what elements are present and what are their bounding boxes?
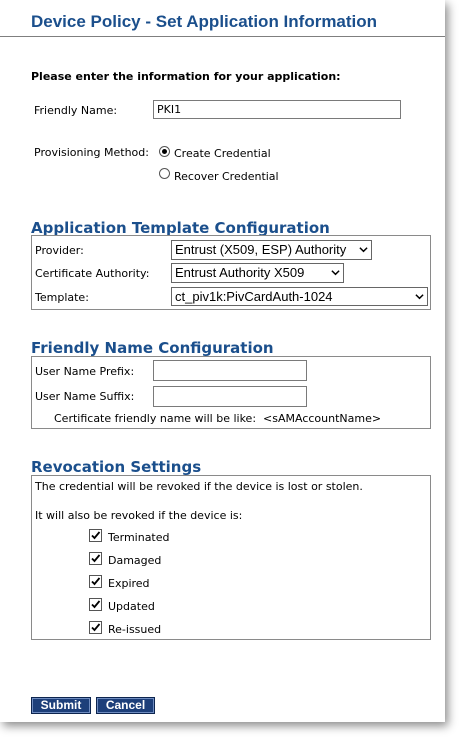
provider-label: Provider: [35,244,84,257]
chevron-down-icon [415,292,424,301]
damaged-checkbox[interactable] [89,552,102,565]
create-credential-label[interactable]: Create Credential [174,147,271,160]
friendly-name-label: Friendly Name: [34,104,118,117]
revocation-info-text: The credential will be revoked if the device is lost or stolen. [35,480,363,493]
checkmark-icon [90,622,101,633]
checkmark-icon [90,576,101,587]
template-config-heading: Application Template Configuration [31,219,330,237]
updated-label[interactable]: Updated [108,600,155,613]
user-name-suffix-label: User Name Suffix: [35,390,135,403]
revocation-condition-text: It will also be revoked if the device is: [35,509,243,522]
checkmark-icon [90,530,101,541]
chevron-down-icon [331,268,340,277]
friendly-name-config-heading: Friendly Name Configuration [31,339,274,357]
template-select-value: ct_piv1k:PivCardAuth-1024 [175,289,333,304]
damaged-label[interactable]: Damaged [108,554,162,567]
reissued-checkbox[interactable] [89,621,102,634]
checkmark-icon [90,553,101,564]
title-divider [0,36,445,37]
chevron-down-icon [359,245,368,254]
certificate-authority-select[interactable] [171,263,344,283]
page-title: Device Policy - Set Application Information [31,12,378,31]
expired-label[interactable]: Expired [108,577,150,590]
updated-checkbox[interactable] [89,598,102,611]
create-credential-radio[interactable] [159,146,170,157]
expired-checkbox[interactable] [89,575,102,588]
recover-credential-radio[interactable] [159,168,170,179]
provisioning-method-label: Provisioning Method: [34,146,149,159]
template-select[interactable] [171,287,428,306]
user-name-suffix-input[interactable] [153,386,307,407]
user-name-prefix-input[interactable] [153,360,307,381]
revocation-settings-heading: Revocation Settings [31,458,202,476]
user-name-prefix-label: User Name Prefix: [35,365,135,378]
template-label: Template: [35,291,89,304]
reissued-label[interactable]: Re-issued [108,623,162,636]
terminated-checkbox[interactable] [89,529,102,542]
cancel-button[interactable]: Cancel [96,697,155,714]
submit-button[interactable]: Submit [31,697,91,714]
friendly-name-input[interactable] [153,100,401,119]
provider-select-value: Entrust (X509, ESP) Authority [175,242,347,257]
certificate-authority-label: Certificate Authority: [35,267,150,280]
intro-text: Please enter the information for your application: [31,70,341,83]
provider-select[interactable] [171,240,372,260]
terminated-label[interactable]: Terminated [108,531,170,544]
recover-credential-label[interactable]: Recover Credential [174,170,279,183]
checkmark-icon [90,599,101,610]
friendly-name-preview: Certificate friendly name will be like: <sAMAccountName> [54,412,382,425]
certificate-authority-select-value: Entrust Authority X509 [175,265,305,280]
